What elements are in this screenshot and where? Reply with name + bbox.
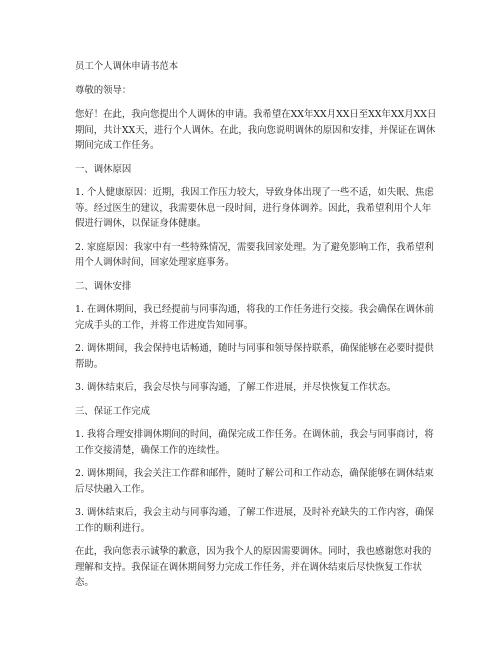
guarantee-item-1: 1. 我将合理安排调休期间的时间，确保完成工作任务。在调休前，我会与同事商讨，将工作交接清楚，确保工作的连续性。 [75,429,434,456]
reason-item-1: 1. 个人健康原因：近期，我因工作压力较大，导致身体出现了一些不适，如失眠、焦虑等。经过医生的建议，我需要休息一段时间，进行身体调养。因此，我希望利用个人年假进行调休，以保证身体健康。 [75,187,434,229]
section-heading-reasons: 一、调休原因 [75,163,132,175]
reason-item-2: 2. 家庭原因：我家中有一些特殊情况，需要我回家处理。为了避免影响工作，我希望利用个人调休时间，回家处理家庭事务。 [75,241,434,268]
intro-paragraph: 您好！在此，我向您提出个人调休的申请。我希望在XX年XX月XX日至XX年XX月XX日期间，共计XX天，进行个人调休。在此，我向您说明调休的原因和安排，并保证在调休期间完成工作任务。 [75,109,437,151]
section-heading-guarantee: 三、保证工作完成 [75,405,151,417]
arrangement-item-3: 3. 调休结束后，我会尽快与同事沟通，了解工作进展，并尽快恢复工作状态。 [75,382,397,393]
arrangement-item-1: 1. 在调休期间，我已经提前与同事沟通，将我的工作任务进行交接。我会确保在调休前完成手头的工作，并将工作进度告知同事。 [75,304,434,331]
document-title: 员工个人调休申请书范本 [75,61,179,72]
guarantee-item-2: 2. 调休期间，我会关注工作群和邮件，随时了解公司和工作动态，确保能够在调休结束后尽快融入工作。 [75,468,434,495]
arrangement-item-2: 2. 调休期间，我会保持电话畅通，随时与同事和领导保持联系，确保能够在必要时提供帮助。 [75,343,434,370]
document-body [75,59,437,599]
guarantee-item-3: 3. 调休结束后，我会主动与同事沟通，了解工作进展，及时补充缺失的工作内容，确保工作的顺利进行。 [75,507,434,534]
section-heading-arrangements: 二、调休安排 [75,280,132,292]
closing-paragraph: 在此，我向您表示诚挚的歉意，因为我个人的原因需要调休。同时，我也感谢您对我的理解和支持。我保证在调休期间努力完成工作任务，并在调休结束后尽快恢复工作状态。 [75,546,432,588]
salutation: 尊敬的领导： [75,84,132,96]
